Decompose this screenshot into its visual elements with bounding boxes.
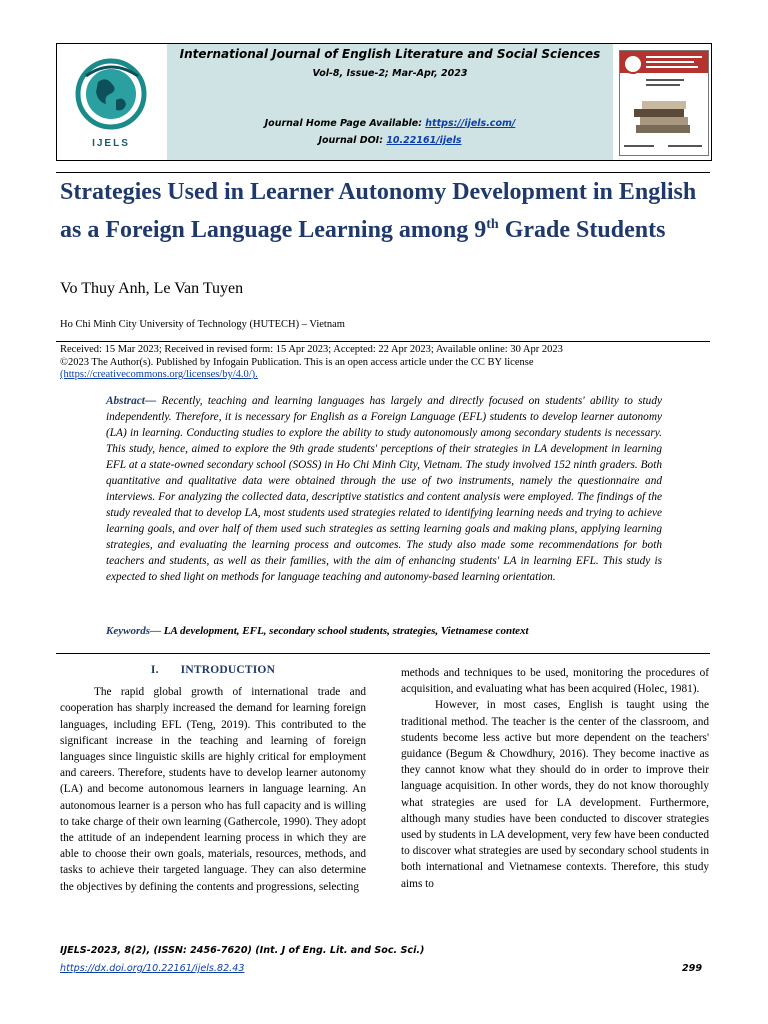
body-paragraph: The rapid global growth of international trade and cooperation has sharply increased the demand for learning foreign languages, including EFL (Teng, 2019). This contributed to the significant increase in the teaching and learning of foreign languages since linguistic skills are highly critical for employment and careers. Therefore, students have to develop learner autonomy (LA) and become autonomous learners in language learning. An autonomous learner is a person who has full capacity and is willing to take charge of their own learning (Gathercole, 1990). They adopt the attitude of an independent learning process in which they are able to choose their own goals, materials, resources, methods, and tasks to achieve their targeted language. They can also determine the objectives by defining the contents and progressions, selecting	[60, 686, 366, 893]
column-left	[60, 662, 366, 895]
license-link[interactable]: (https://creativecommons.org/licenses/by/4.0/).	[60, 369, 258, 380]
journal-title: International Journal of English Literature and Social Sciences	[179, 47, 601, 61]
keywords-label: Keywords—	[106, 625, 161, 637]
logo-text: IJELS	[92, 138, 130, 149]
journal-doi	[167, 135, 613, 146]
home-link[interactable]: https://ijels.com/	[425, 118, 516, 129]
abstract	[106, 393, 662, 585]
abstract-text: Recently, teaching and learning languages has largely and directly focused on students' ability to study independently. Therefore, it is necessary for English as a Foreign Language (EFL) students to develop learner autonomy (LA) in learning. Conducting studies to explore the ability to study autonomously among secondary students is necessary. This study, hence, aimed to explore the 9th grade students' perceptions of their strategies in LA development in learning EFL at a state-owned secondary school (SOSS) in Ho Chi Minh City, Vietnam. The study involved 152 ninth graders. Both quantitative and qualitative data were obtained through the use of two instruments, namely the questionnaire and interviews. For analyzing the collected data, descriptive statistics and content analysis were employed. The findings of the study revealed that to develop LA, most students used strategies related to identifying learning needs and trying to achieve learning goals, and over half of them used such strategies as setting learning goals and making plans, applying learning strategies, and evaluating the learning process and outcomes. The study also made some recommendations for both teachers and students, as well as their families, with the aim of enhancing students' LA in learning EFL. This study is expected to shed light on methods for language teaching and autonomy-based learning orientation.	[106, 395, 662, 583]
ijels-logo	[66, 54, 156, 154]
received-dates: Received: 15 Mar 2023; Received in revised form: 15 Apr 2023; Accepted: 22 Apr 2023; Available online: 30 Apr 2023	[60, 344, 563, 355]
footer-doi-link[interactable]: https://dx.doi.org/10.22161/ijels.82.43	[60, 963, 245, 974]
keywords-text: LA development, EFL, secondary school students, strategies, Vietnamese context	[161, 625, 529, 637]
journal-home	[167, 118, 613, 129]
article-title: Strategies Used in Learner Autonomy Development in English as a Foreign Language Learning among 9th Grade Students	[60, 179, 697, 243]
keywords	[106, 625, 662, 637]
section-heading	[60, 662, 366, 678]
divider	[56, 341, 710, 342]
footer-citation: IJELS-2023, 8(2), (ISSN: 2456-7620) (Int. J of Eng. Lit. and Soc. Sci.)	[60, 945, 425, 956]
body-paragraph: methods and techniques to be used, monitoring the procedures of acquisition, and evaluating what has been acquired (Holec, 1981).	[401, 667, 709, 696]
header-banner	[167, 44, 613, 160]
divider	[56, 172, 710, 173]
journal-cover-image	[619, 50, 709, 156]
doi-label: Journal DOI:	[318, 135, 387, 146]
cover-logo	[623, 54, 643, 74]
abstract-label: Abstract—	[106, 395, 157, 407]
section-title: INTRODUCTION	[180, 664, 276, 676]
section-number: I.	[150, 664, 159, 676]
article-authors: Vo Thuy Anh, Le Van Tuyen	[60, 280, 244, 297]
column-right	[401, 665, 709, 892]
books-image	[632, 95, 696, 139]
body-paragraph: However, in most cases, English is taught using the traditional method. The teacher is the center of the classroom, and students become less active but more dependent on the teachers' guidance (Begum & Chowdhury, 2016). They become inactive as they cannot know what they should do in order to improve their language acquisition. In other words, they do not know thoroughly what strategies are used for LA development. Furthermore, although many studies have been conducted to discover strategies used by students in LA development, very few have been conducted to discover what strategies are used by secondary school students in both international and Vietnamese contexts. Therefore, this study aims to	[401, 699, 709, 890]
doi-link[interactable]: 10.22161/ijels	[386, 135, 462, 146]
article-dates	[60, 344, 710, 382]
home-label: Journal Home Page Available:	[264, 118, 426, 129]
page-number: 299	[682, 963, 703, 974]
divider	[56, 653, 710, 654]
journal-header	[56, 43, 712, 161]
article-affiliation: Ho Chi Minh City University of Technology (HUTECH) – Vietnam	[60, 319, 345, 330]
license-text: ©2023 The Author(s). Published by Infogain Publication. This is an open access article under the CC BY license	[60, 356, 534, 368]
journal-volume: Vol-8, Issue-2; Mar-Apr, 2023	[312, 68, 468, 79]
